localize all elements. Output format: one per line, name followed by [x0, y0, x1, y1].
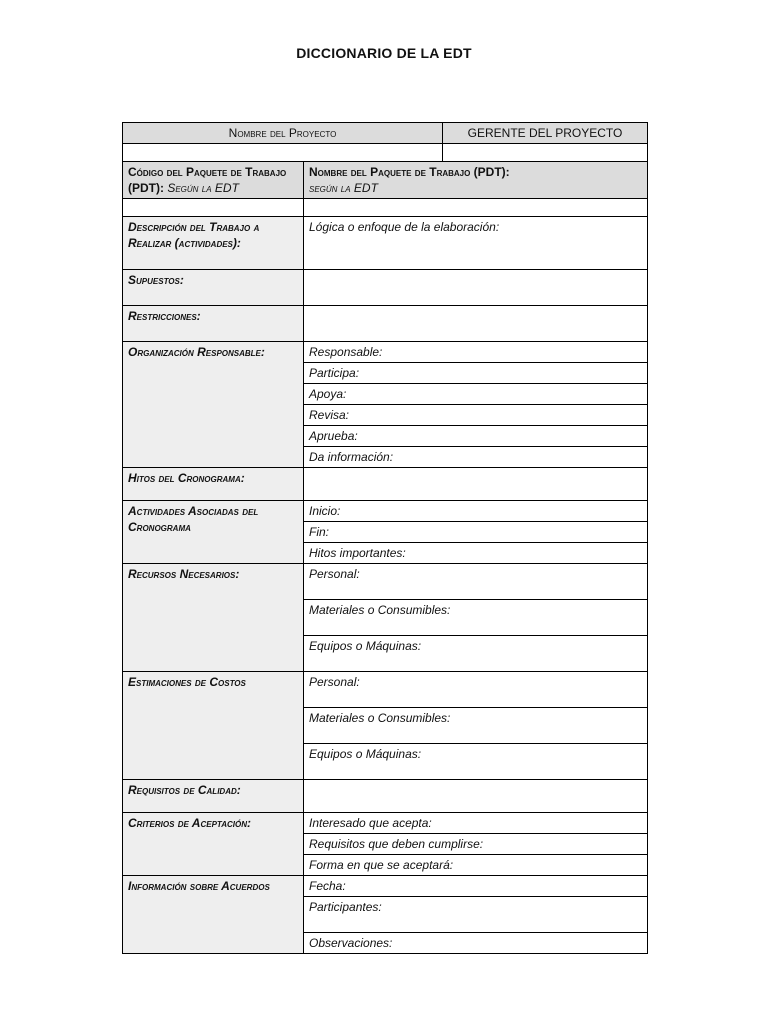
package-name-label: Nombre del Paquete de Trabajo (PDT): — [309, 165, 510, 179]
agreements-item-fecha[interactable]: Fecha: — [304, 876, 648, 897]
agreements-item-observaciones[interactable]: Observaciones: — [304, 933, 648, 954]
package-code-cell — [123, 162, 304, 199]
package-name-cell — [304, 162, 648, 199]
org-label: Organización Responsable: — [123, 342, 304, 468]
acceptance-item-interesado[interactable]: Interesado que acepta: — [304, 813, 648, 834]
milestones-row — [123, 468, 648, 501]
quality-label: Requisitos de Calidad: — [123, 780, 304, 813]
costs-item-personal[interactable]: Personal: — [304, 672, 648, 708]
resources-row — [123, 564, 648, 600]
resources-label: Recursos Necesarios: — [123, 564, 304, 672]
costs-item-materiales[interactable]: Materiales o Consumibles: — [304, 708, 648, 744]
milestones-field[interactable] — [304, 468, 648, 501]
project-manager-field[interactable] — [443, 144, 648, 162]
activities-item-fin[interactable]: Fin: — [304, 522, 648, 543]
org-item-participa[interactable]: Participa: — [304, 363, 648, 384]
restrictions-row — [123, 306, 648, 342]
agreements-row — [123, 876, 648, 897]
description-row — [123, 217, 648, 270]
acceptance-item-requisitos[interactable]: Requisitos que deben cumplirse: — [304, 834, 648, 855]
restrictions-label: Restricciones: — [123, 306, 304, 342]
package-code-hint: Según la EDT — [167, 181, 239, 195]
acceptance-item-forma[interactable]: Forma en que se aceptará: — [304, 855, 648, 876]
org-item-revisa[interactable]: Revisa: — [304, 405, 648, 426]
assumptions-row — [123, 270, 648, 306]
agreements-item-participantes[interactable]: Participantes: — [304, 897, 648, 933]
package-code-field[interactable] — [123, 199, 304, 217]
project-manager-label: GERENTE DEL PROYECTO — [443, 123, 648, 144]
document-title: DICCIONARIO DE LA EDT — [296, 45, 472, 61]
package-name-hint: según la EDT — [309, 181, 378, 195]
acceptance-label: Criterios de Aceptación: — [123, 813, 304, 876]
quality-row — [123, 780, 648, 813]
resources-item-personal[interactable]: Personal: — [304, 564, 648, 600]
org-item-aprueba[interactable]: Aprueba: — [304, 426, 648, 447]
project-values-row — [123, 144, 648, 162]
package-code-label: Código del Paquete de Trabajo (PDT): — [128, 165, 287, 195]
resources-item-equipos[interactable]: Equipos o Máquinas: — [304, 636, 648, 672]
package-name-field[interactable] — [304, 199, 648, 217]
org-item-responsable[interactable]: Responsable: — [304, 342, 648, 363]
costs-row — [123, 672, 648, 708]
org-item-da-informacion[interactable]: Da información: — [304, 447, 648, 468]
project-name-label: Nombre del Proyecto — [123, 123, 443, 144]
org-item-apoya[interactable]: Apoya: — [304, 384, 648, 405]
costs-label: Estimaciones de Costos — [123, 672, 304, 780]
acceptance-row — [123, 813, 648, 834]
project-name-field[interactable] — [123, 144, 443, 162]
assumptions-label: Supuestos: — [123, 270, 304, 306]
package-header-row — [123, 162, 648, 199]
agreements-label: Información sobre Acuerdos — [123, 876, 304, 954]
quality-field[interactable] — [304, 780, 648, 813]
activities-row — [123, 501, 648, 522]
edt-dictionary-table — [122, 122, 648, 954]
org-row — [123, 342, 648, 363]
activities-item-hitos[interactable]: Hitos importantes: — [304, 543, 648, 564]
project-header-row — [123, 123, 648, 144]
assumptions-field[interactable] — [304, 270, 648, 306]
milestones-label: Hitos del Cronograma: — [123, 468, 304, 501]
costs-item-equipos[interactable]: Equipos o Máquinas: — [304, 744, 648, 780]
activities-label: Actividades Asociadas del Cronograma — [123, 501, 304, 564]
package-values-row — [123, 199, 648, 217]
description-label: Descripción del Trabajo a Realizar (actividades): — [123, 217, 304, 270]
description-field[interactable]: Lógica o enfoque de la elaboración: — [304, 217, 648, 270]
activities-item-inicio[interactable]: Inicio: — [304, 501, 648, 522]
resources-item-materiales[interactable]: Materiales o Consumibles: — [304, 600, 648, 636]
restrictions-field[interactable] — [304, 306, 648, 342]
